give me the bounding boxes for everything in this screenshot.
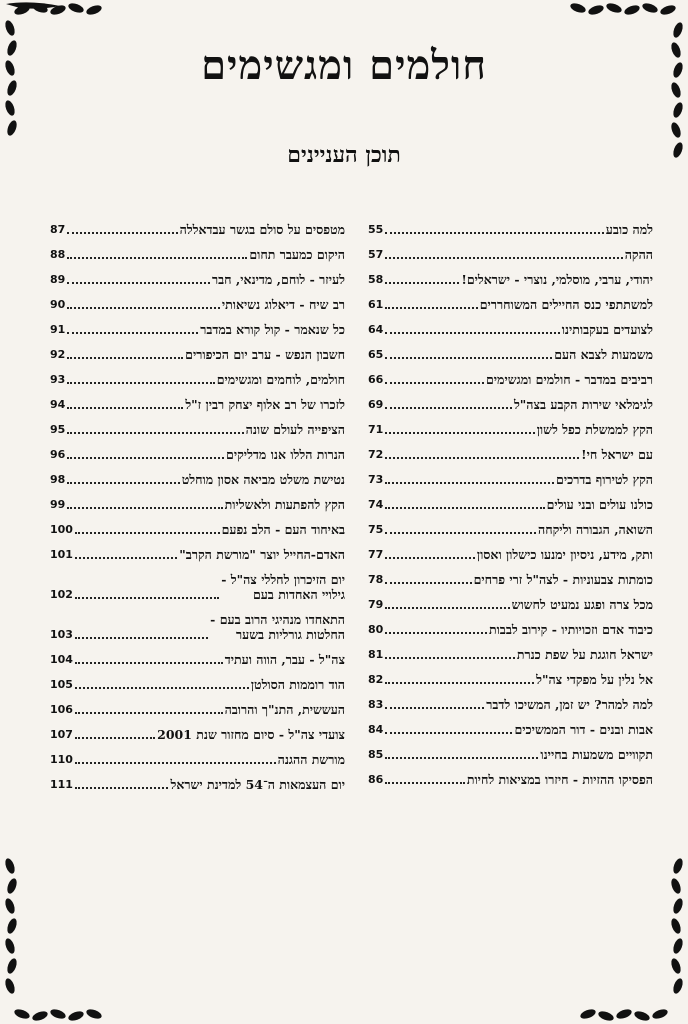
toc-column-left — [50, 222, 345, 802]
toc-entry[interactable] — [368, 372, 653, 387]
toc-entry-page: 104 — [50, 653, 73, 666]
toc-entry[interactable] — [368, 497, 653, 512]
toc-entry[interactable] — [50, 702, 345, 717]
toc-entry[interactable] — [50, 752, 345, 767]
corner-ornament-bottom-right — [558, 854, 688, 1024]
dot-leader — [385, 757, 538, 759]
toc-entry[interactable] — [368, 622, 653, 637]
dot-leader — [67, 282, 210, 284]
toc-entry-page: 86 — [368, 773, 384, 786]
toc-entry-title: כל שנאמר - קול קורא במדבר — [200, 322, 345, 337]
toc-entry[interactable] — [368, 272, 653, 287]
toc-entry-title: הקץ לטירוף בדרכים — [556, 472, 653, 487]
dot-leader — [385, 232, 603, 234]
toc-entry[interactable] — [50, 372, 345, 387]
toc-entry[interactable] — [50, 522, 345, 537]
toc-entry[interactable] — [368, 297, 653, 312]
toc-entry[interactable] — [50, 422, 345, 437]
toc-entry[interactable] — [50, 677, 345, 692]
dot-leader — [385, 657, 515, 659]
dot-leader — [385, 282, 459, 284]
dot-leader — [385, 682, 534, 684]
dot-leader — [67, 382, 214, 384]
dot-leader — [385, 432, 534, 434]
toc-entry-page: 107 — [50, 728, 73, 741]
dot-leader — [385, 532, 536, 534]
dot-leader — [385, 707, 484, 709]
toc-entry[interactable] — [50, 272, 345, 287]
toc-entry[interactable] — [368, 472, 653, 487]
toc-entry-page: 71 — [368, 423, 384, 436]
toc-entry-page: 83 — [368, 698, 384, 711]
toc-entry[interactable] — [368, 597, 653, 612]
dot-leader — [75, 787, 169, 789]
toc-entry-title: ותק, מידע, ניסיון ימנעו כישלון ואסון — [476, 547, 653, 562]
toc-entry-page: 110 — [50, 753, 73, 766]
toc-entry-page: 77 — [368, 548, 384, 561]
toc-entry[interactable] — [368, 647, 653, 662]
toc-entry-title: כיבוד אדם וזכויותיו - קירוב לבבות — [488, 622, 653, 637]
page-title: חולמים ומגשימים — [201, 42, 487, 89]
toc-entry[interactable] — [368, 522, 653, 537]
toc-entry-page: 80 — [368, 623, 384, 636]
toc-entry-page: 79 — [368, 598, 384, 611]
dot-leader — [385, 257, 622, 259]
toc-entry-page: 92 — [50, 348, 66, 361]
toc-entry[interactable] — [368, 397, 653, 412]
toc-column-right — [368, 222, 653, 797]
dot-leader — [67, 432, 243, 434]
toc-entry-page: 55 — [368, 223, 384, 236]
dot-leader — [67, 232, 177, 234]
toc-entry-page: 64 — [368, 323, 384, 336]
toc-entry-page: 89 — [50, 273, 66, 286]
toc-entry-page: 88 — [50, 248, 66, 261]
toc-entry-page: 81 — [368, 648, 384, 661]
toc-entry-title: ישראל חוגגת על שפת כנרת — [516, 647, 653, 662]
toc-entry-page: 66 — [368, 373, 384, 386]
toc-entry-page: 98 — [50, 473, 66, 486]
toc-entry-title: כומתות צבעוניות - לצה"ל זרי פרחים — [473, 572, 653, 587]
toc-entry-title: הוד רוממות הסולטן — [250, 677, 345, 692]
dot-leader — [67, 507, 222, 509]
toc-entry-title: יום העצמאות ה־54 למדינת ישראל — [170, 777, 345, 792]
toc-entry[interactable] — [368, 422, 653, 437]
toc-entry-title: משמעות לצבא העם — [554, 347, 653, 362]
toc-entry-page: 74 — [368, 498, 384, 511]
corner-ornament-bottom-left — [0, 854, 120, 1024]
toc-entry-page: 94 — [50, 398, 66, 411]
toc-entry-page: 105 — [50, 678, 73, 691]
toc-entry[interactable] — [50, 347, 345, 362]
toc-entry-title: יום הזיכרון לחללי צה"ל - גילויי האחדות בעם — [221, 572, 345, 602]
toc-entry[interactable] — [50, 547, 345, 562]
toc-entry-page: 91 — [50, 323, 66, 336]
toc-entry[interactable] — [50, 572, 345, 602]
toc-entry-page: 78 — [368, 573, 384, 586]
toc-entry[interactable] — [368, 322, 653, 337]
toc-entry-title: היקום כמעבר תחום — [249, 247, 345, 262]
dot-leader — [75, 532, 220, 534]
toc-entry-title: למה כובע — [605, 222, 653, 237]
toc-entry-title: יהודי, ערבי, מוסלמי, נוצרי - ישראלים! — [461, 272, 653, 287]
toc-entry-title: אל נלין על מפקדי צה"ל — [536, 672, 653, 687]
toc-entry[interactable] — [368, 347, 653, 362]
toc-entry-title: העששית, התנ"ך והרובה — [224, 702, 345, 717]
toc-entry[interactable] — [368, 747, 653, 762]
toc-entry[interactable] — [368, 672, 653, 687]
toc-entry-title: הנרות הללו אנו מדליקים — [226, 447, 345, 462]
toc-entry[interactable] — [368, 447, 653, 462]
dot-leader — [385, 607, 509, 609]
toc-entry-title: האדם-החייל יוצר "מורשת הקרב" — [179, 547, 345, 562]
dot-leader — [385, 582, 471, 584]
toc-entry-title: לגימלאי שירות הקבע בצה"ל — [513, 397, 653, 412]
dot-leader — [385, 482, 554, 484]
toc-entry[interactable] — [50, 472, 345, 487]
toc-entry-title: רב שיח - דיאלוג נשיאותי — [221, 297, 345, 312]
toc-entry-title: הציפייה לעולם שונה — [245, 422, 345, 437]
toc-entry-title: הפסיקו ההזיות - חיזרו במציאות לחיות — [466, 772, 653, 787]
toc-entry[interactable] — [368, 547, 653, 562]
toc-entry-title: למשתתפי כנס החיילים המשוחררים — [479, 297, 653, 312]
toc-entry-title: אבות ובנים - דור הממשיכים — [514, 722, 653, 737]
toc-entry-page: 73 — [368, 473, 384, 486]
toc-entry[interactable] — [50, 222, 345, 237]
dot-leader — [75, 597, 219, 599]
toc-entry-title: תקוויים משמעות בחיינו — [540, 747, 653, 762]
toc-entry-title: התאחדו מנהיגי הרוב בעם - החלטות גורליות בשער — [210, 612, 345, 642]
toc-entry-title: הקץ להפתעות ולאשליות — [224, 497, 345, 512]
toc-entry-page: 101 — [50, 548, 73, 561]
dot-leader — [75, 687, 249, 689]
toc-entry[interactable] — [50, 397, 345, 412]
toc-entry-title: כולנו עולים ובני עולים — [546, 497, 653, 512]
toc-entry-page: 65 — [368, 348, 384, 361]
toc-entry-title: חולמים, לוחמים ומגשימים — [216, 372, 345, 387]
dot-leader — [385, 332, 559, 334]
dot-leader — [75, 557, 177, 559]
toc-entry-page: 75 — [368, 523, 384, 536]
toc-entry-title: למה למהר? יש זמן, המשיכו לדבר — [486, 697, 653, 712]
dot-leader — [67, 482, 179, 484]
toc-entry-page: 102 — [50, 588, 73, 601]
toc-entry[interactable] — [368, 772, 653, 787]
toc-entry[interactable] — [50, 497, 345, 512]
toc-entry[interactable] — [50, 612, 345, 642]
toc-entry-title: מטפסים על סולם בגשר עבדאללה — [179, 222, 345, 237]
toc-entry[interactable] — [368, 247, 653, 262]
dot-leader — [385, 557, 475, 559]
toc-entry-title: נטישת משלט מביאה אסון מוחלט — [181, 472, 345, 487]
dot-leader — [67, 407, 183, 409]
dot-leader — [67, 307, 220, 309]
toc-entry-page: 103 — [50, 628, 73, 641]
toc-entry[interactable] — [50, 447, 345, 462]
dot-leader — [67, 257, 247, 259]
toc-entry-page: 111 — [50, 778, 73, 791]
toc-entry-page: 100 — [50, 523, 73, 536]
toc-entry-page: 96 — [50, 448, 66, 461]
toc-entry-page: 93 — [50, 373, 66, 386]
dot-leader — [75, 712, 223, 714]
toc-entry-title: צה"ל - עבר, הווה ועתיד — [224, 652, 345, 667]
toc-entry-title: רביבים במדבר - חולמים ומגשימים — [485, 372, 653, 387]
dot-leader — [385, 407, 512, 409]
toc-entry-page: 84 — [368, 723, 384, 736]
toc-entry[interactable] — [50, 297, 345, 312]
dot-leader — [67, 457, 224, 459]
toc-entry-title: לזכרו של רב אלוף יצחק רבין ז"ל — [185, 397, 345, 412]
toc-entry-page: 72 — [368, 448, 384, 461]
dot-leader — [67, 357, 183, 359]
toc-entry-title: מכל צרה ופגע נמעיט לחשוש — [511, 597, 653, 612]
toc-entry-page: 57 — [368, 248, 384, 261]
toc-entry[interactable] — [50, 322, 345, 337]
toc-entry[interactable] — [368, 697, 653, 712]
toc-entry-page: 106 — [50, 703, 73, 716]
dot-leader — [75, 662, 223, 664]
toc-entry[interactable] — [368, 222, 653, 237]
dot-leader — [385, 357, 552, 359]
toc-heading: תוכן העניינים — [287, 142, 401, 168]
dot-leader — [385, 382, 484, 384]
toc-entry-title: באיחוד העם - הלב נפעם — [221, 522, 345, 537]
toc-entry-title: צועדי צה"ל - סיום מחזור שנת 2001 — [157, 727, 345, 742]
toc-entry-title: מורשת ההגנה — [277, 752, 345, 767]
dot-leader — [67, 332, 198, 334]
dot-leader — [385, 632, 487, 634]
dot-leader — [75, 762, 276, 764]
toc-entry-page: 87 — [50, 223, 66, 236]
toc-entry[interactable] — [50, 652, 345, 667]
dot-leader — [385, 507, 544, 509]
toc-entry-title: חשבון הנפש - ערב יום הכיפורים — [185, 347, 345, 362]
toc-entry-title: הקץ לממשלת כפל לשון — [536, 422, 653, 437]
dot-leader — [75, 737, 155, 739]
dot-leader — [385, 732, 512, 734]
toc-entry-title: לצועדים בעקבותינו — [561, 322, 653, 337]
toc-entry-title: ההקה — [624, 247, 653, 262]
dot-leader — [75, 637, 208, 639]
toc-entry[interactable] — [50, 777, 345, 792]
dot-leader — [385, 307, 477, 309]
toc-entry-page: 69 — [368, 398, 384, 411]
toc-entry-page: 61 — [368, 298, 384, 311]
toc-entry-page: 95 — [50, 423, 66, 436]
toc-entry-title: עם ישראל חי! — [581, 447, 653, 462]
toc-entry[interactable] — [368, 722, 653, 737]
toc-entry[interactable] — [368, 572, 653, 587]
toc-entry-page: 58 — [368, 273, 384, 286]
toc-entry[interactable] — [50, 727, 345, 742]
toc-entry-title: השואה, הגבורה וליקחה — [538, 522, 653, 537]
toc-entry-page: 82 — [368, 673, 384, 686]
dot-leader — [385, 457, 579, 459]
toc-entry-page: 99 — [50, 498, 66, 511]
dot-leader — [385, 782, 465, 784]
toc-entry-title: לעיזר - לוחם, מדינאי, חבר — [212, 272, 345, 287]
toc-entry[interactable] — [50, 247, 345, 262]
toc-entry-page: 90 — [50, 298, 66, 311]
toc-entry-page: 85 — [368, 748, 384, 761]
